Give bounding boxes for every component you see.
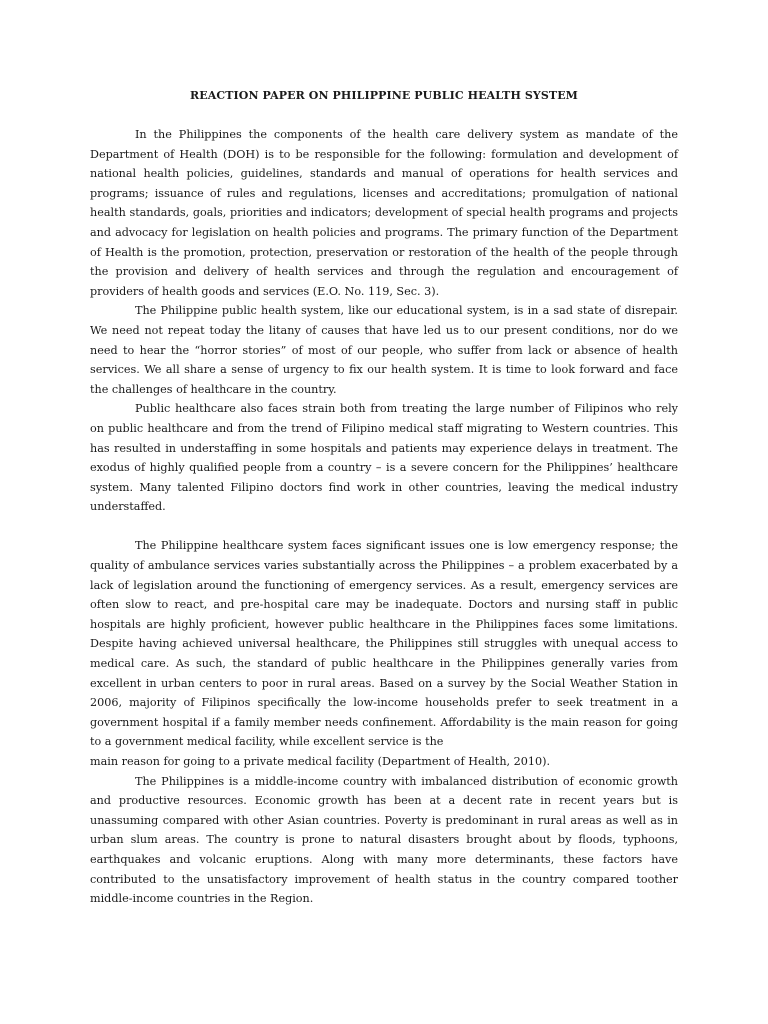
paragraph-middle-income: The Philippines is a middle-income country with imbalanced distribution of economic growth and productive resources. Economic growth has been at a decent rate in recent years but is unassuming compared with other Asian countries. Poverty is predominant in rural areas as well as in urban slum areas. The country is prone to natural disasters brought about by floods, typhoons, earthquakes and volcanic eruptions. Along with many more determinants, these factors have contributed to the unsatisfactory improvement of health status in the country compared toother middle-income countries in the Region. bbox=[90, 774, 678, 906]
paragraph-doh-mandate: In the Philippines the components of the health care delivery system as mandate of the Department of Health (DOH) is to be responsible for the following: formulation and development of national health policies, guidelines, standards and manual of operations for health services and programs; issuance of rules and regulations, licenses and accreditations; promulgation of national health standards, goals, priorities and indicators; development of special health programs and projects and advocacy for legislation on health policies and programs. The primary function of the Department of Health is the promotion, protection, preservation or restoration of the health of the people through the provision and delivery of health services and through the regulation and encouragement of providers of health goods and services (E.O. No. 119, Sec. 3). bbox=[90, 128, 678, 298]
paragraph-public-health-disrepair: The Philippine public health system, like our educational system, is in a sad state of disrepair. We need not repeat today the litany of causes that have led us to our present conditions, nor do we need to hear the “horror stories” of most of our people, who suffer from lack or absence of health services. We all share a sense of urgency to fix our health system. It is time to look forward and face the challenges of healthcare in the country. bbox=[90, 304, 678, 396]
paragraph-staff-migration: Public healthcare also faces strain both from treating the large number of Filipinos who rely on public healthcare and from the trend of Filipino medical staff migrating to Western countries. This has resulted in understaffing in some hospitals and patients may experience delays in treatment. The exodus of highly qualified people from a country – is a severe concern for the Philippines’ healthcare system. Many talented Filipino doctors find work in other countries, leaving the medical industry understaffed. bbox=[90, 402, 678, 514]
paragraph-private-facility-line: main reason for going to a private medical facility (Department of Health, 2010). bbox=[90, 755, 551, 768]
paragraph-emergency-response: The Philippine healthcare system faces significant issues one is low emergency response; the quality of ambulance services varies substantially across the Philippines – a problem exacerbated by a lack of legislation around the functioning of emergency services. As a result, emergency services are often slow to react, and pre-hospital care may be inadequate. Doctors and nursing staff in public hospitals are highly proficient, however public healthcare in the Philippines faces some limitations. Despite having achieved universal healthcare, the Philippines still struggles with unequal access to medical care. As such, the standard of public healthcare in the Philippines generally varies from excellent in urban centers to poor in rural areas. Based on a survey by the Social Weather Station in 2006, majority of Filipinos specifically the low-income households prefer to seek treatment in a government hospital if a family member needs confinement. Affordability is the main reason for going to a government medical facility, while excellent service is the bbox=[90, 539, 678, 749]
document-title: REACTION PAPER ON PHILIPPINE PUBLIC HEALTH SYSTEM bbox=[190, 89, 578, 102]
document-page bbox=[90, 86, 678, 909]
